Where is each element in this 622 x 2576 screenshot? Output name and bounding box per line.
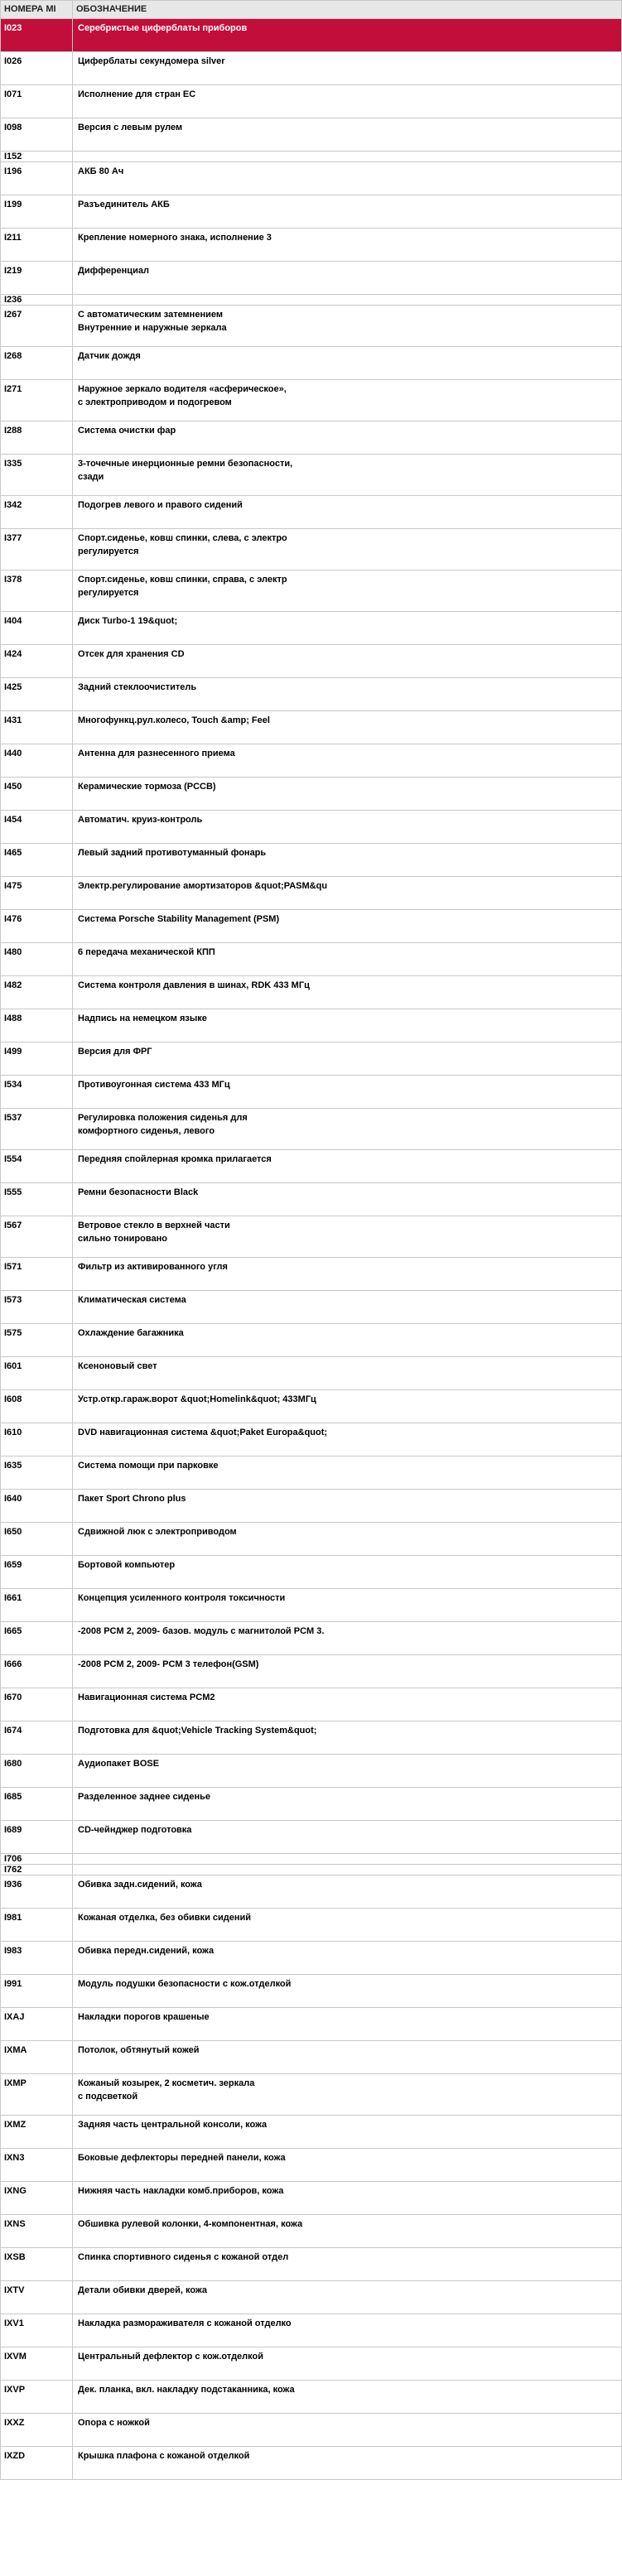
row-description-cell: Ксеноновый свет — [73, 1357, 622, 1390]
row-description-cell: Версия с левым рулем — [73, 118, 622, 152]
row-description-cell: Бортовой компьютер — [73, 1556, 622, 1589]
row-description-cell: Центральный дефлектор с кож.отделкой — [73, 2347, 622, 2381]
row-code-cell: I219 — [1, 262, 73, 295]
row-description-cell: Диск Turbo-1 19&quot; — [73, 612, 622, 645]
row-description-cell: Передняя спойлерная кромка прилагается — [73, 1150, 622, 1183]
row-code-cell: I342 — [1, 496, 73, 529]
row-code-cell: I335 — [1, 455, 73, 496]
table-row[interactable] — [1, 1423, 622, 1457]
row-description-cell: Наружное зеркало водителя «асферическое», с электроприводом и подогревом — [73, 380, 622, 421]
row-description-cell: 3-точечные инерционные ремни безопасности, сзади — [73, 455, 622, 496]
row-description-cell: Аудиопакет BOSE — [73, 1755, 622, 1788]
row-code-cell: IXNG — [1, 2182, 73, 2215]
table-header-row — [1, 1, 622, 19]
row-code-cell: I659 — [1, 1556, 73, 1589]
row-code-cell: IXNS — [1, 2215, 73, 2248]
table-row[interactable] — [1, 2008, 622, 2041]
row-code-cell: I199 — [1, 195, 73, 229]
row-code-cell: I537 — [1, 1109, 73, 1150]
table-row[interactable] — [1, 2074, 622, 2116]
row-code-cell: I689 — [1, 1821, 73, 1854]
row-code-cell: I480 — [1, 943, 73, 976]
row-code-cell: I196 — [1, 162, 73, 195]
table-row[interactable] — [1, 1854, 622, 1865]
table-row[interactable] — [1, 1622, 622, 1655]
table-row[interactable] — [1, 1324, 622, 1357]
row-code-cell: I601 — [1, 1357, 73, 1390]
row-description-cell: Система помощи при парковке — [73, 1457, 622, 1490]
row-description-cell: Разделенное заднее сиденье — [73, 1788, 622, 1821]
row-description-cell: 6 передача механической КПП — [73, 943, 622, 976]
row-description-cell: Дифференциал — [73, 262, 622, 295]
table-body — [1, 19, 622, 2480]
row-code-cell: I236 — [1, 295, 73, 306]
table-row[interactable] — [1, 877, 622, 910]
row-code-cell: I680 — [1, 1755, 73, 1788]
row-code-cell: I534 — [1, 1076, 73, 1109]
row-code-cell: I211 — [1, 229, 73, 262]
row-description-cell: Автоматич. круиз-контроль — [73, 811, 622, 844]
row-description-cell — [73, 152, 622, 162]
table-row[interactable] — [1, 1291, 622, 1324]
row-code-cell: I465 — [1, 844, 73, 877]
table-row[interactable] — [1, 2248, 622, 2281]
row-description-cell: Серебристые циферблаты приборов — [73, 19, 622, 52]
table-row[interactable] — [1, 1865, 622, 1875]
row-code-cell: I152 — [1, 152, 73, 162]
row-code-cell: I475 — [1, 877, 73, 910]
table-row[interactable] — [1, 1258, 622, 1291]
row-description-cell: Кожаный козырек, 2 косметич. зеркала с подсветкой — [73, 2074, 622, 2116]
row-code-cell: I425 — [1, 678, 73, 711]
column-header-code: НОМЕРА МІ — [1, 1, 73, 19]
table-row[interactable] — [1, 1457, 622, 1490]
table-row[interactable] — [1, 421, 622, 455]
row-code-cell: IXMA — [1, 2041, 73, 2074]
row-description-cell: Фильтр из активированного угля — [73, 1258, 622, 1291]
table-row[interactable] — [1, 496, 622, 529]
row-code-cell: IXMP — [1, 2074, 73, 2116]
row-description-cell: Электр.регулирование амортизаторов &quot;PASM&qu — [73, 877, 622, 910]
row-code-cell: I098 — [1, 118, 73, 152]
table-row[interactable] — [1, 1076, 622, 1109]
row-code-cell: I271 — [1, 380, 73, 421]
table-row[interactable] — [1, 2215, 622, 2248]
row-description-cell: Ветровое стекло в верхней части сильно тонировано — [73, 1216, 622, 1258]
table-row[interactable] — [1, 262, 622, 295]
table-row[interactable] — [1, 295, 622, 306]
row-code-cell: I288 — [1, 421, 73, 455]
row-description-cell: Разъединитель АКБ — [73, 195, 622, 229]
row-description-cell: Климатическая система — [73, 1291, 622, 1324]
row-code-cell: IXAJ — [1, 2008, 73, 2041]
row-description-cell: Спорт.сиденье, ковш спинки, слева, с электро регулируется — [73, 529, 622, 571]
row-code-cell: I567 — [1, 1216, 73, 1258]
table-row[interactable] — [1, 976, 622, 1009]
row-description-cell: Задняя часть центральной консоли, кожа — [73, 2116, 622, 2149]
table-row[interactable] — [1, 2281, 622, 2314]
row-description-cell: Обивка передн.сидений, кожа — [73, 1942, 622, 1975]
row-description-cell: Пакет Sport Chrono plus — [73, 1490, 622, 1523]
row-description-cell: Охлаждение багажника — [73, 1324, 622, 1357]
row-description-cell: Керамические тормоза (PCCB) — [73, 778, 622, 811]
row-code-cell: I554 — [1, 1150, 73, 1183]
table-row[interactable] — [1, 380, 622, 421]
row-code-cell: IXV1 — [1, 2314, 73, 2347]
row-code-cell: I983 — [1, 1942, 73, 1975]
table-row[interactable] — [1, 1589, 622, 1622]
row-description-cell: Обшивка рулевой колонки, 4-компонентная, кожа — [73, 2215, 622, 2248]
row-code-cell: I454 — [1, 811, 73, 844]
row-description-cell: Крепление номерного знака, исполнение 3 — [73, 229, 622, 262]
row-code-cell: I267 — [1, 306, 73, 347]
table-row[interactable] — [1, 152, 622, 162]
row-description-cell: Ремни безопасности Black — [73, 1183, 622, 1216]
row-description-cell: Навигационная система PCM2 — [73, 1688, 622, 1721]
table-row[interactable] — [1, 612, 622, 645]
row-description-cell: -2008 PCM 2, 2009- базов. модуль с магнитолой PCM 3. — [73, 1622, 622, 1655]
row-code-cell: I635 — [1, 1457, 73, 1490]
table-row[interactable] — [1, 1721, 622, 1755]
row-code-cell: I571 — [1, 1258, 73, 1291]
row-code-cell: I674 — [1, 1721, 73, 1755]
row-code-cell: I610 — [1, 1423, 73, 1457]
row-description-cell: Задний стеклоочиститель — [73, 678, 622, 711]
table-row[interactable] — [1, 1909, 622, 1942]
row-description-cell: Опора с ножкой — [73, 2414, 622, 2447]
table-row[interactable] — [1, 1821, 622, 1854]
row-description-cell: Система очистки фар — [73, 421, 622, 455]
table-row[interactable] — [1, 1875, 622, 1909]
row-description-cell: Левый задний противотуманный фонарь — [73, 844, 622, 877]
table-row[interactable] — [1, 2347, 622, 2381]
row-description-cell: DVD навигационная система &quot;Paket Europa&quot; — [73, 1423, 622, 1457]
table-row[interactable] — [1, 1788, 622, 1821]
row-description-cell: Подготовка для &quot;Vehicle Tracking System&quot; — [73, 1721, 622, 1755]
table-row[interactable] — [1, 1390, 622, 1423]
table-row[interactable] — [1, 1042, 622, 1076]
row-description-cell: Дек. планка, вкл. накладку подстаканника, кожа — [73, 2381, 622, 2414]
row-code-cell: I706 — [1, 1854, 73, 1865]
row-description-cell: Подогрев левого и правого сидений — [73, 496, 622, 529]
table-row[interactable] — [1, 1183, 622, 1216]
row-code-cell: I661 — [1, 1589, 73, 1622]
row-description-cell: Версия для ФРГ — [73, 1042, 622, 1076]
row-description-cell: Боковые дефлекторы передней панели, кожа — [73, 2149, 622, 2182]
table-row[interactable] — [1, 910, 622, 943]
table-row[interactable] — [1, 306, 622, 347]
row-description-cell: Концепция усиленного контроля токсичности — [73, 1589, 622, 1622]
table-row[interactable] — [1, 529, 622, 571]
row-description-cell: Обивка задн.сидений, кожа — [73, 1875, 622, 1909]
row-description-cell: Нижняя часть накладки комб.приборов, кожа — [73, 2182, 622, 2215]
table-row[interactable] — [1, 1655, 622, 1688]
table-row[interactable] — [1, 943, 622, 976]
row-description-cell: Исполнение для стран ЕС — [73, 85, 622, 118]
table-row[interactable] — [1, 571, 622, 612]
row-code-cell: IXSB — [1, 2248, 73, 2281]
table-row[interactable] — [1, 844, 622, 877]
row-description-cell: Антенна для разнесенного приема — [73, 744, 622, 778]
table-row[interactable] — [1, 195, 622, 229]
table-row[interactable] — [1, 1216, 622, 1258]
row-code-cell: I424 — [1, 645, 73, 678]
row-code-cell: I026 — [1, 52, 73, 85]
table-row[interactable] — [1, 2314, 622, 2347]
table-row[interactable] — [1, 711, 622, 744]
table-row[interactable] — [1, 1942, 622, 1975]
row-code-cell: I640 — [1, 1490, 73, 1523]
row-description-cell: С автоматическим затемнением Внутренние и наружные зеркала — [73, 306, 622, 347]
table-row[interactable] — [1, 2149, 622, 2182]
row-code-cell: I666 — [1, 1655, 73, 1688]
row-code-cell: I650 — [1, 1523, 73, 1556]
row-description-cell: Крышка плафона с кожаной отделкой — [73, 2447, 622, 2480]
table-row[interactable] — [1, 229, 622, 262]
row-description-cell: Противоугонная система 433 МГц — [73, 1076, 622, 1109]
table-row[interactable] — [1, 1755, 622, 1788]
row-description-cell — [73, 295, 622, 306]
row-description-cell: Накладка размораживателя с кожаной отделко — [73, 2314, 622, 2347]
row-description-cell — [73, 1854, 622, 1865]
row-description-cell: Кожаная отделка, без обивки сидений — [73, 1909, 622, 1942]
row-code-cell: IXZD — [1, 2447, 73, 2480]
row-code-cell: I936 — [1, 1875, 73, 1909]
table-row[interactable] — [1, 1523, 622, 1556]
row-code-cell: I575 — [1, 1324, 73, 1357]
row-description-cell: Устр.откр.гараж.ворот &quot;Homelink&quot; 433МГц — [73, 1390, 622, 1423]
row-description-cell: Датчик дождя — [73, 347, 622, 380]
row-code-cell: I377 — [1, 529, 73, 571]
table-row[interactable] — [1, 19, 622, 52]
row-code-cell: I378 — [1, 571, 73, 612]
row-code-cell: I023 — [1, 19, 73, 52]
table-row[interactable] — [1, 2041, 622, 2074]
table-row[interactable] — [1, 1357, 622, 1390]
row-code-cell: IXXZ — [1, 2414, 73, 2447]
row-code-cell: I404 — [1, 612, 73, 645]
row-code-cell: I476 — [1, 910, 73, 943]
table-row[interactable] — [1, 347, 622, 380]
table-row[interactable] — [1, 778, 622, 811]
row-code-cell: I991 — [1, 1975, 73, 2008]
table-row[interactable] — [1, 2447, 622, 2480]
row-description-cell: Детали обивки дверей, кожа — [73, 2281, 622, 2314]
row-description-cell: Спорт.сиденье, ковш спинки, справа, с электр регулируется — [73, 571, 622, 612]
table-row[interactable] — [1, 645, 622, 678]
row-code-cell: I608 — [1, 1390, 73, 1423]
row-code-cell: IXN3 — [1, 2149, 73, 2182]
table-row[interactable] — [1, 52, 622, 85]
row-description-cell: Многофункц.рул.колесо, Touch &amp; Feel — [73, 711, 622, 744]
table-row[interactable] — [1, 678, 622, 711]
table-row[interactable] — [1, 2182, 622, 2215]
table-row[interactable] — [1, 1109, 622, 1150]
table-row[interactable] — [1, 118, 622, 152]
row-code-cell: IXVM — [1, 2347, 73, 2381]
row-code-cell: I981 — [1, 1909, 73, 1942]
row-code-cell: I762 — [1, 1865, 73, 1875]
row-code-cell: IXVP — [1, 2381, 73, 2414]
row-code-cell: I555 — [1, 1183, 73, 1216]
row-description-cell: Надпись на немецком языке — [73, 1009, 622, 1042]
row-description-cell: CD-чейнджер подготовка — [73, 1821, 622, 1854]
row-code-cell: I670 — [1, 1688, 73, 1721]
row-code-cell: I499 — [1, 1042, 73, 1076]
table-row[interactable] — [1, 2414, 622, 2447]
row-description-cell: АКБ 80 Ач — [73, 162, 622, 195]
row-description-cell: Накладки порогов крашеные — [73, 2008, 622, 2041]
row-code-cell: I685 — [1, 1788, 73, 1821]
table-row[interactable] — [1, 1688, 622, 1721]
row-description-cell — [73, 1865, 622, 1875]
table-row[interactable] — [1, 1556, 622, 1589]
row-description-cell: Спинка спортивного сиденья с кожаной отдел — [73, 2248, 622, 2281]
row-description-cell: -2008 PCM 2, 2009- PCM 3 телефон(GSM) — [73, 1655, 622, 1688]
table-row[interactable] — [1, 811, 622, 844]
table-row[interactable] — [1, 1490, 622, 1523]
column-header-description: ОБОЗНАЧЕНИЕ — [73, 1, 622, 19]
row-description-cell: Потолок, обтянутый кожей — [73, 2041, 622, 2074]
row-description-cell: Регулировка положения сиденья для комфортного сиденья, левого — [73, 1109, 622, 1150]
table-row[interactable] — [1, 162, 622, 195]
table-row[interactable] — [1, 744, 622, 778]
table-row[interactable] — [1, 1009, 622, 1042]
table-row[interactable] — [1, 85, 622, 118]
row-description-cell: Система контроля давления в шинах, RDK 433 МГц — [73, 976, 622, 1009]
row-code-cell: I450 — [1, 778, 73, 811]
row-code-cell: IXTV — [1, 2281, 73, 2314]
table-row[interactable] — [1, 1150, 622, 1183]
row-code-cell: I440 — [1, 744, 73, 778]
row-description-cell: Отсек для хранения CD — [73, 645, 622, 678]
table-row[interactable] — [1, 2116, 622, 2149]
table-row[interactable] — [1, 1975, 622, 2008]
row-code-cell: IXMZ — [1, 2116, 73, 2149]
row-code-cell: I268 — [1, 347, 73, 380]
row-code-cell: I573 — [1, 1291, 73, 1324]
row-code-cell: I665 — [1, 1622, 73, 1655]
row-description-cell: Модуль подушки безопасности с кож.отделкой — [73, 1975, 622, 2008]
row-code-cell: I431 — [1, 711, 73, 744]
table-row[interactable] — [1, 455, 622, 496]
row-description-cell: Сдвижной люк с электроприводом — [73, 1523, 622, 1556]
row-code-cell: I482 — [1, 976, 73, 1009]
row-code-cell: I071 — [1, 85, 73, 118]
row-description-cell: Система Porsche Stability Management (PSM) — [73, 910, 622, 943]
row-code-cell: I488 — [1, 1009, 73, 1042]
table-row[interactable] — [1, 2381, 622, 2414]
row-description-cell: Циферблаты секундомера silver — [73, 52, 622, 85]
